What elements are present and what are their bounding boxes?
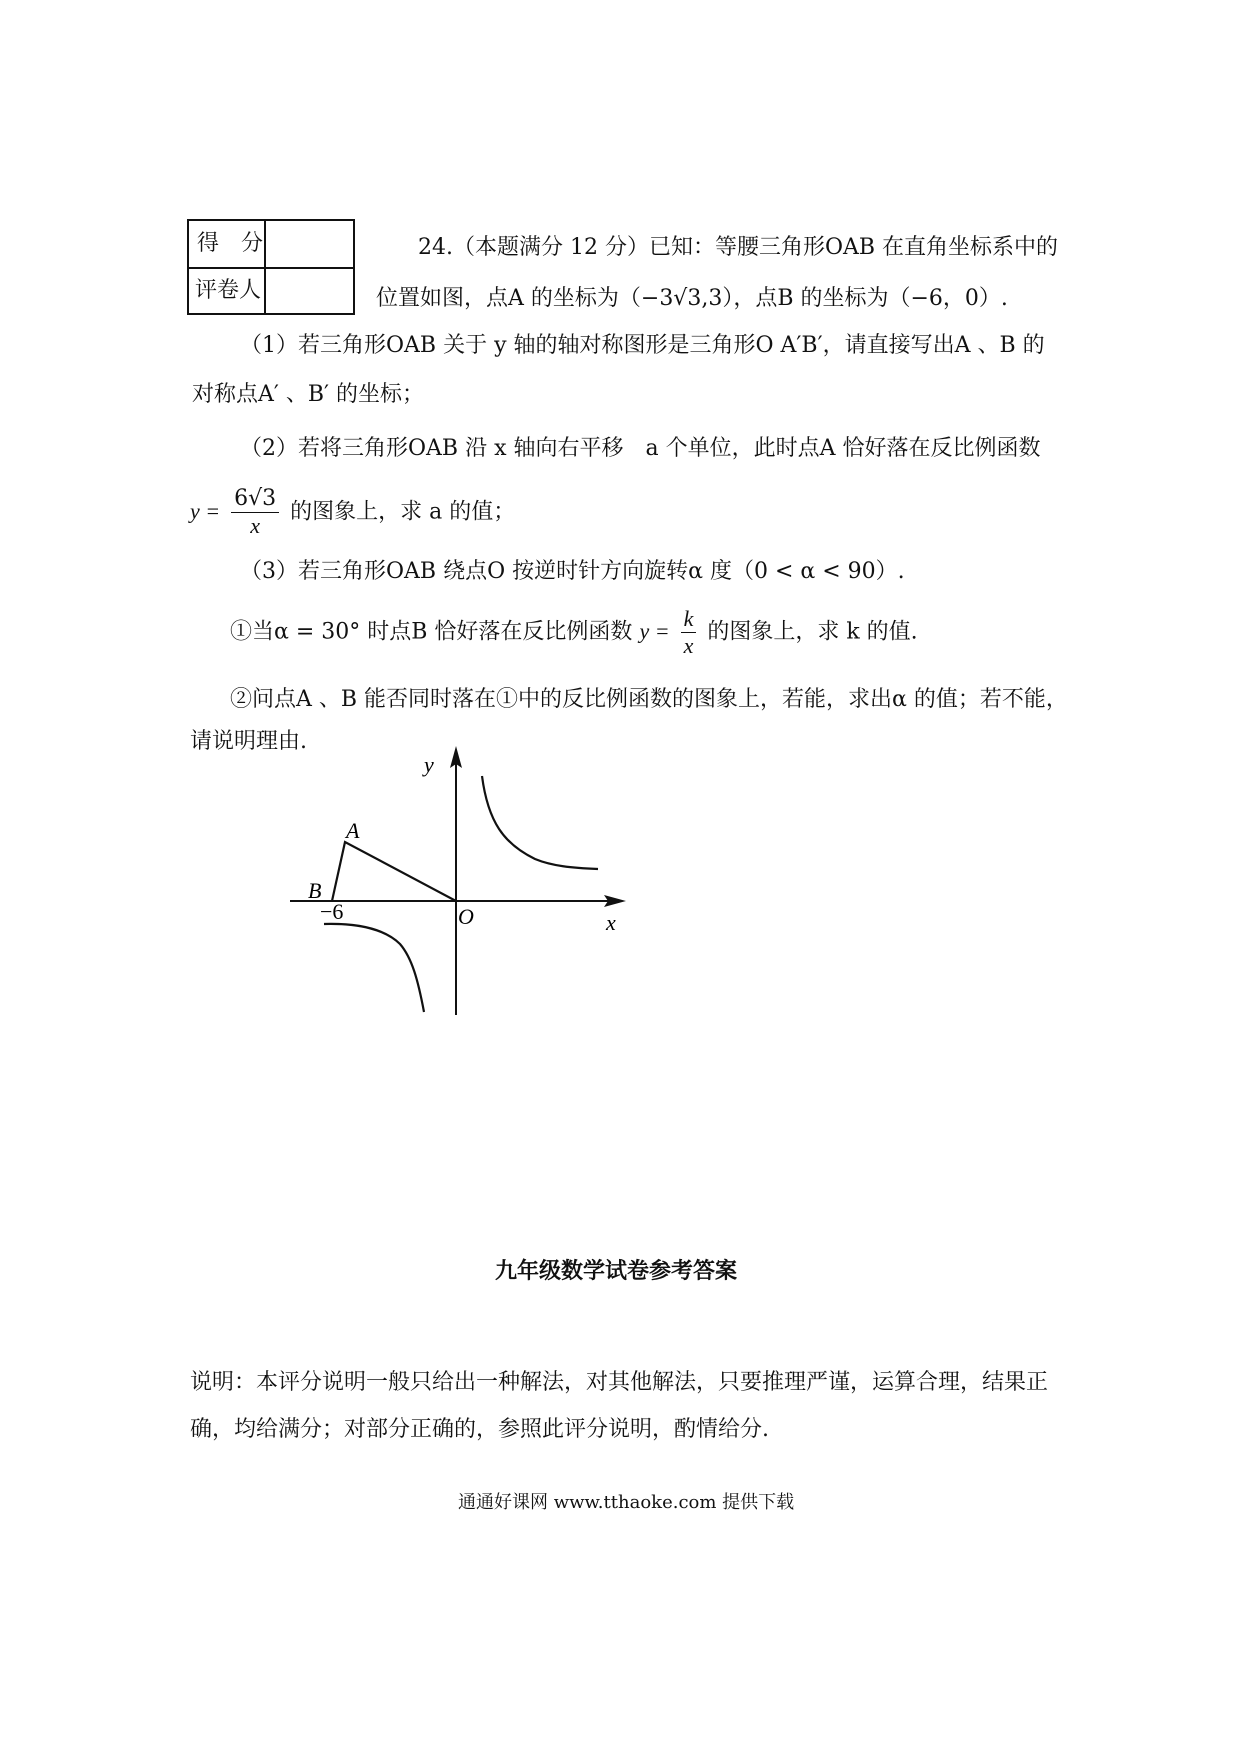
part2-line2-rest: 的图象上，求 a 的值； (290, 499, 516, 525)
table-divider-v (264, 221, 266, 313)
part3-sub1 (230, 606, 918, 659)
hyperbola-branch-q3 (324, 924, 424, 1012)
part3-sub1-fraction (681, 606, 697, 659)
label-y: y (424, 752, 434, 777)
part2-fraction-num: 6√3 (231, 486, 279, 513)
answer-title: 九年级数学试卷参考答案 (495, 1259, 738, 1284)
footer-text: 通通好课网 www.tthaoke.com 提供下载 (458, 1492, 795, 1513)
table-divider-h (189, 267, 353, 269)
label-a: A (346, 818, 360, 843)
part3-sub2-line2: 请说明理由. (190, 729, 307, 754)
part1-line2: 对称点A′ 、B′ 的坐标； (192, 382, 425, 407)
coordinate-figure (290, 740, 650, 1020)
triangle-oab (332, 842, 456, 901)
part3-sub1-fraction-num: k (681, 606, 697, 633)
question-header-2: 位置如图，点A 的坐标为（−3√3,3），点B 的坐标为（−6，0）. (376, 286, 1008, 311)
part2-line1: （2）若将三角形OAB 沿 x 轴向右平移 a 个单位，此时点A 恰好落在反比例函数 (240, 436, 1041, 461)
part2-line2 (190, 486, 515, 539)
part3-sub2-line1: ②问点A 、B 能否同时落在①中的反比例函数的图象上，若能，求出α 的值；若不能， (230, 687, 1068, 712)
part2-fraction-den: x (250, 513, 261, 538)
part2-fraction (231, 486, 279, 539)
score-table (187, 219, 355, 315)
part2-formula-lhs: y = (190, 498, 221, 524)
part3-sub1-fraction-den: x (683, 633, 694, 658)
answer-note-line2: 确，均给满分；对部分正确的，参照此评分说明，酌情给分. (190, 1417, 769, 1442)
grader-label: 评卷人 (195, 278, 262, 303)
part3-sub1-lhs: y = (639, 618, 670, 644)
label-o: O (458, 904, 474, 929)
part3-sub1-pre: ①当α = 30° 时点B 恰好落在反比例函数 (230, 619, 633, 645)
label-b: B (308, 878, 322, 903)
score-label: 得 分 (197, 231, 264, 256)
part3-sub1-post: 的图象上，求 k 的值. (707, 619, 918, 645)
answer-note-line1: 说明：本评分说明一般只给出一种解法，对其他解法，只要推理严谨，运算合理，结果正 (190, 1370, 1049, 1395)
label-x: x (606, 910, 616, 935)
label-minus6: −6 (320, 899, 344, 924)
hyperbola-branch-q1 (482, 776, 598, 869)
part1-line1: （1）若三角形OAB 关于 y 轴的轴对称图形是三角形O A′B′，请直接写出A 、B 的 (240, 333, 1045, 358)
part3-line1: （3）若三角形OAB 绕点O 按逆时针方向旋转α 度（0 < α < 90）. (240, 559, 905, 584)
question-header-1: 24.（本题满分 12 分）已知：等腰三角形OAB 在直角坐标系中的 (418, 235, 1059, 260)
